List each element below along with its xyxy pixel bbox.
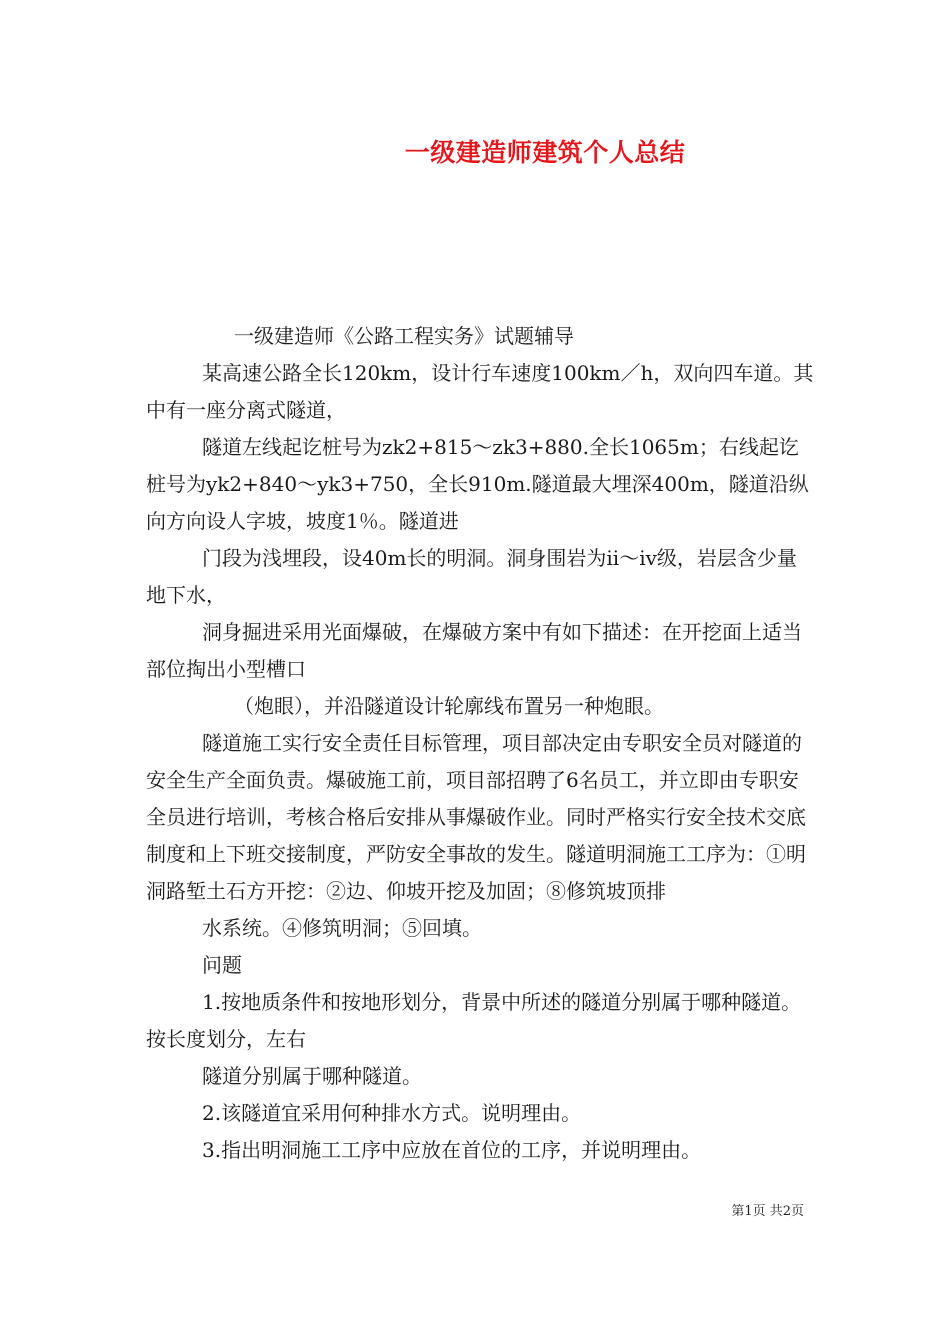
article-subtitle: 一级建造师《公路工程实务》试题辅导 <box>234 324 574 348</box>
question-item: 1.按地质条件和按地形划分，背景中所述的隧道分别属于哪种隧道。按长度划分，左右 <box>146 990 802 1051</box>
paragraph: 隧道左线起讫桩号为zk2+815～zk3+880.全长1065m；右线起讫桩号为yk2+840～yk3+750，全长910m.隧道最大埋深400m，隧道沿纵向方向设人字坡，坡度1％。隧道进 <box>146 435 809 533</box>
document-body <box>146 318 816 1169</box>
paragraph: 洞身掘进采用光面爆破，在爆破方案中有如下描述：在开挖面上适当部位掏出小型槽口 <box>146 620 802 681</box>
paragraph: 水系统。④修筑明洞；⑤回填。 <box>202 916 482 940</box>
question-item: 2.该隧道宜采用何种排水方式。说明理由。 <box>202 1101 582 1125</box>
document-title: 一级建造师建筑个人总结 <box>404 138 686 167</box>
questions-heading: 问题 <box>202 953 242 977</box>
paragraph: 门段为浅埋段，设40m长的明洞。洞身围岩为ii～iv级，岩层含少量地下水， <box>146 546 797 607</box>
paragraph: 某高速公路全长120km，设计行车速度100km／h，双向四车道。其中有一座分离式隧道， <box>146 361 814 422</box>
question-item: 隧道分别属于哪种隧道。 <box>202 1064 422 1088</box>
question-item: 3.指出明洞施工工序中应放在首位的工序，并说明理由。 <box>202 1138 702 1162</box>
page-number: 第1页 共2页 <box>731 1204 804 1219</box>
paragraph: 隧道施工实行安全责任目标管理，项目部决定由专职安全员对隧道的安全生产全面负责。爆破施工前，项目部招聘了6名员工，并立即由专职安全员进行培训，考核合格后安排从事爆破作业。同时严格实行安全技术交底制度和上下班交接制度，严防安全事故的发生。隧道明洞施工工序为：①明洞路堑土石方开挖：②边、仰坡开挖及加固；⑧修筑坡顶排 <box>146 731 806 903</box>
paragraph: （炮眼），并沿隧道设计轮廓线布置另一种炮眼。 <box>234 694 664 718</box>
